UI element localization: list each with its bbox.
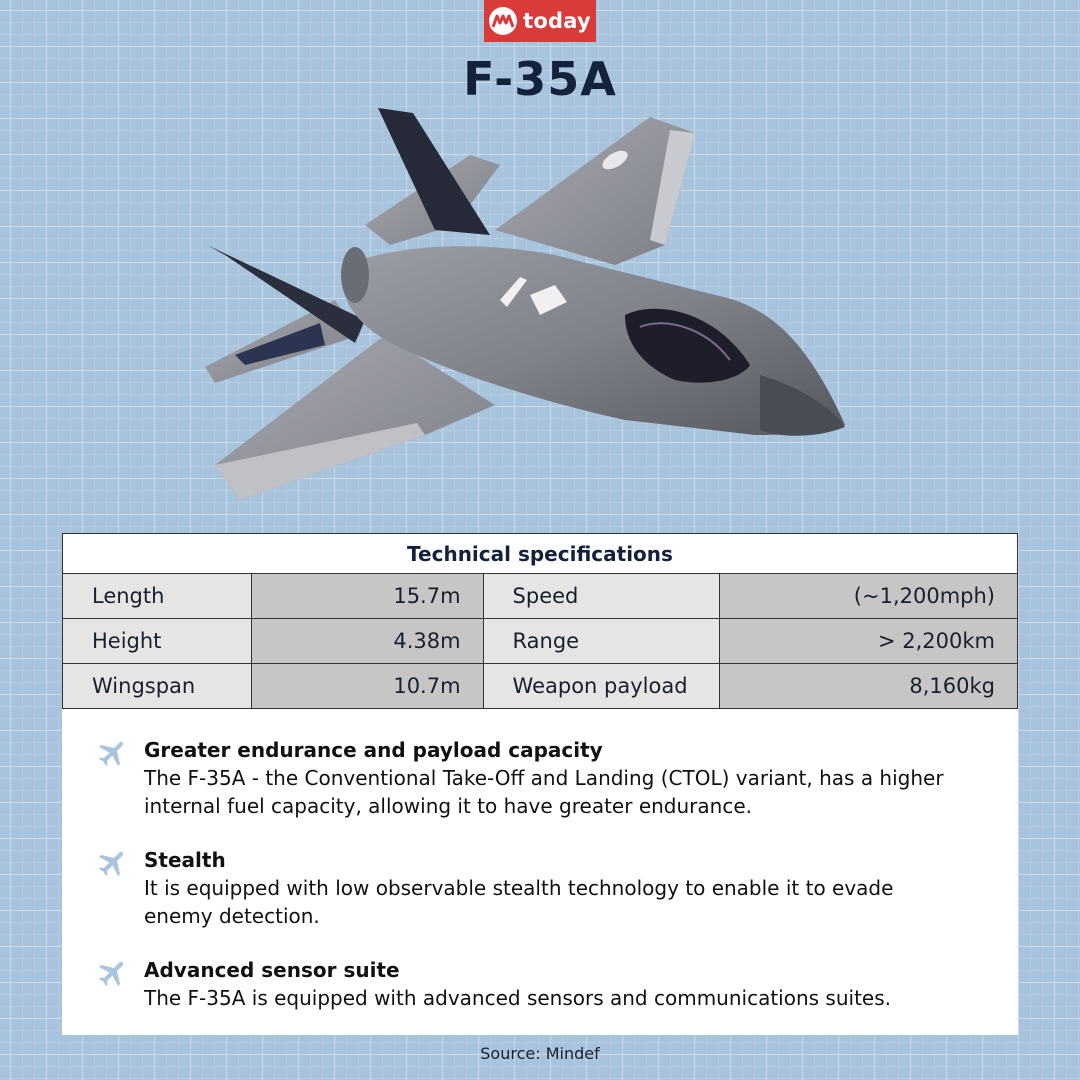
table-row [63, 574, 1018, 619]
airplane-icon [96, 956, 130, 990]
spec-value: 4.38m [251, 619, 483, 664]
spec-label: Weapon payload [483, 664, 720, 709]
feature-item [96, 846, 996, 930]
spec-value: 8,160kg [720, 664, 1018, 709]
spec-label: Range [483, 619, 720, 664]
spec-value: > 2,200km [720, 619, 1018, 664]
page-title: F-35A [463, 52, 617, 106]
brand-logo [484, 0, 596, 42]
spec-label: Speed [483, 574, 720, 619]
table-row [63, 664, 1018, 709]
feature-body: The F-35A - the Conventional Take-Off and Landing (CTOL) variant, has a higher internal fuel capacity, allowing it to have greater endurance. [144, 766, 944, 818]
feature-list [96, 736, 996, 1038]
spec-label: Height [63, 619, 252, 664]
spec-value: 15.7m [251, 574, 483, 619]
spec-label: Length [63, 574, 252, 619]
feature-body: It is equipped with low observable stealth technology to enable it to evade enemy detection. [144, 876, 894, 928]
airplane-icon [96, 736, 130, 770]
spec-value: 10.7m [251, 664, 483, 709]
airplane-icon [96, 846, 130, 880]
source-credit: Source: Mindef [480, 1044, 600, 1063]
table-row [63, 619, 1018, 664]
brand-name: today [523, 9, 591, 33]
feature-title: Stealth [144, 848, 226, 872]
specs-table [62, 533, 1018, 709]
feature-body: The F-35A is equipped with advanced sensors and communications suites. [144, 986, 892, 1010]
feature-item [96, 956, 996, 1012]
brand-mark-icon [489, 7, 517, 35]
feature-title: Greater endurance and payload capacity [144, 738, 603, 762]
feature-item [96, 736, 996, 820]
jet-illustration-icon [195, 105, 855, 505]
specs-header: Technical specifications [63, 534, 1018, 574]
spec-value: (~1,200mph) [720, 574, 1018, 619]
spec-label: Wingspan [63, 664, 252, 709]
feature-title: Advanced sensor suite [144, 958, 400, 982]
